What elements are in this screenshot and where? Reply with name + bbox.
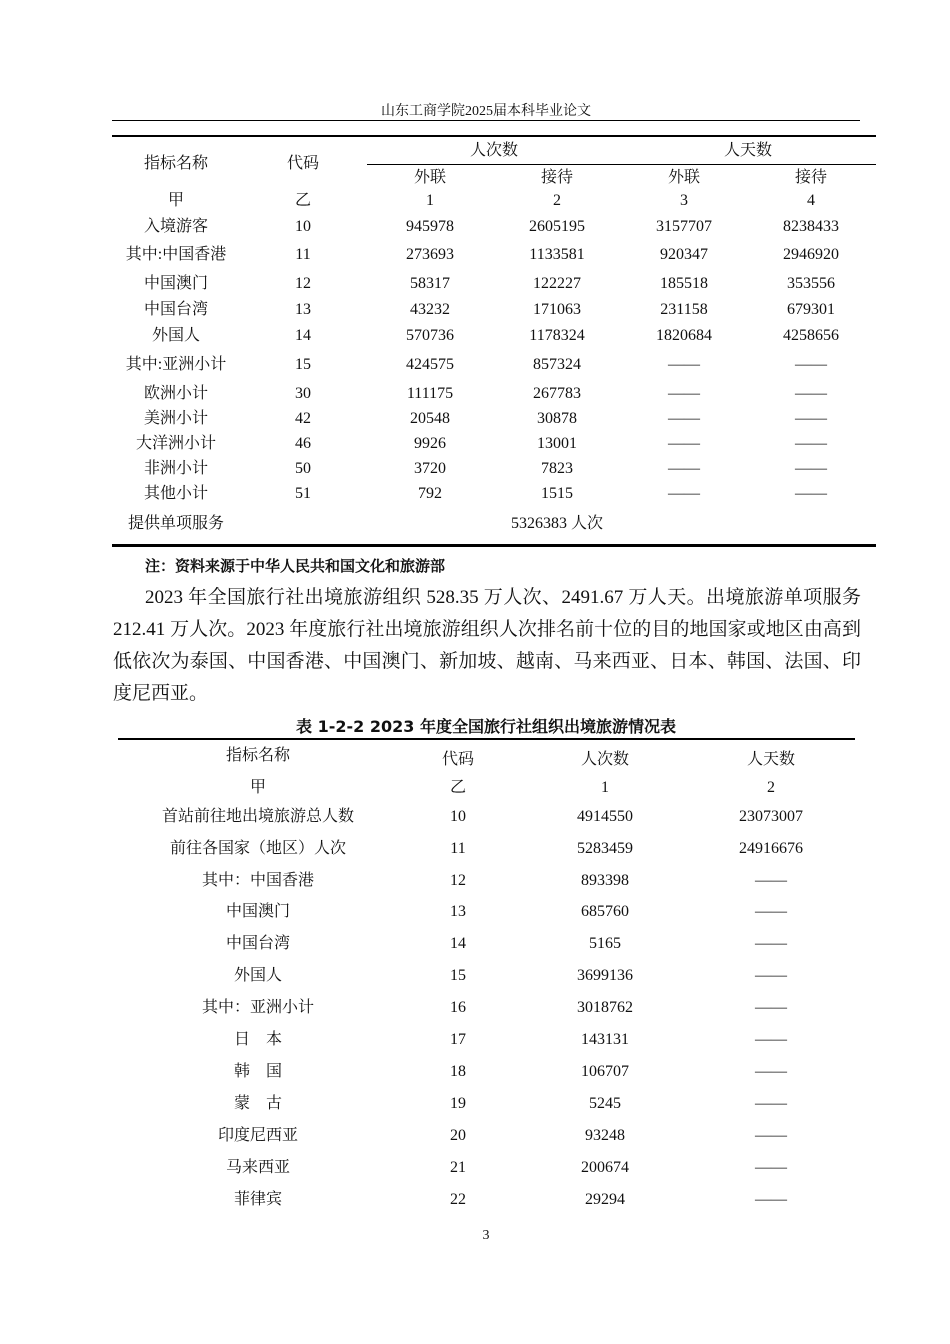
table-cell: 其中：亚洲小计: [201, 999, 315, 1016]
table-cell: 乙: [294, 192, 312, 209]
table-cell: 5245: [589, 1095, 621, 1112]
table-cell: 20: [450, 1127, 466, 1144]
table-caption: 表 1-2-2 2023 年度全国旅行社组织出境旅游情况表: [296, 717, 676, 736]
table-cell: 171063: [533, 301, 581, 318]
table-cell: 马来西亚: [225, 1159, 291, 1176]
table-cell: 1820684: [656, 327, 712, 344]
table-cell: 4258656: [783, 327, 839, 344]
table-cell: ——: [755, 1159, 787, 1176]
table-cell: ——: [755, 872, 787, 889]
table-cell: ——: [668, 485, 700, 502]
table-cell: 1: [426, 192, 434, 209]
table-cell: 267783: [533, 385, 581, 402]
table-cell: 185518: [660, 275, 708, 292]
table-cell: 58317: [410, 275, 450, 292]
table-cell: 30: [295, 385, 311, 402]
column-header-name: 指标名称: [225, 747, 291, 764]
table-cell: ——: [668, 460, 700, 477]
table-cell: 42: [295, 410, 311, 427]
table-cell: ——: [668, 410, 700, 427]
table-cell: 其中:亚洲小计: [125, 356, 227, 373]
table-cell: 231158: [660, 301, 708, 318]
table-cell: ——: [795, 410, 827, 427]
table-cell: ——: [668, 385, 700, 402]
column-header-sub: 外联: [413, 169, 447, 186]
table-cell: 其中：中国香港: [201, 872, 315, 889]
table-cell: 46: [295, 435, 311, 452]
table-cell: 13001: [537, 435, 577, 452]
header-sub-rule: [367, 164, 876, 165]
column-header-days: 人天数: [746, 751, 796, 768]
table-cell: 93248: [585, 1127, 625, 1144]
table-cell: ——: [795, 385, 827, 402]
table-cell: 入境游客: [143, 218, 209, 235]
table-cell: 111175: [406, 385, 454, 402]
column-group-days: 人天数: [723, 142, 773, 159]
table-cell: 17: [450, 1031, 466, 1048]
table-cell: 甲: [249, 779, 267, 796]
header-rule: [112, 120, 860, 121]
running-header: 山东工商学院2025届本科毕业论文: [381, 104, 591, 119]
table-cell: 792: [418, 485, 442, 502]
service-value: 5326383 人次: [510, 515, 604, 532]
table-cell: 4914550: [577, 808, 633, 825]
page-number: 3: [482, 1228, 490, 1243]
table-cell: 欧洲小计: [143, 385, 209, 402]
table-cell: 22: [450, 1191, 466, 1208]
table-cell: 9926: [414, 435, 446, 452]
table-cell: ——: [795, 356, 827, 373]
table-cell: 424575: [406, 356, 454, 373]
column-group-visits: 人次数: [469, 142, 519, 159]
table-cell: ——: [755, 999, 787, 1016]
table-cell: ——: [668, 435, 700, 452]
table-cell: 8238433: [783, 218, 839, 235]
body-paragraph: 2023 年全国旅行社出境旅游组织 528.35 万人次、2491.67 万人天。出境旅游单项服务 212.41 万人次。2023 年度旅行社出境旅游组织人次排名前十位的目的地国家或地区由高到低依次为泰国、中国香港、中国澳门、新加坡、越南、马来西亚、日本、韩国、法国、印度尼西亚。: [113, 587, 861, 704]
table-cell: 日 本: [233, 1031, 283, 1048]
table-cell: 外国人: [233, 967, 283, 984]
table-bottom-rule: [112, 544, 876, 547]
table-cell: 13: [295, 301, 311, 318]
table-cell: ——: [755, 1127, 787, 1144]
table-cell: ——: [755, 1063, 787, 1080]
table-cell: 10: [295, 218, 311, 235]
table-cell: 945978: [406, 218, 454, 235]
table-cell: 685760: [581, 903, 629, 920]
column-header-code: 代码: [286, 155, 320, 172]
table-cell: 中国台湾: [143, 301, 209, 318]
table-cell: 外国人: [151, 327, 201, 344]
column-header-sub: 外联: [667, 169, 701, 186]
table-cell: 2946920: [783, 246, 839, 263]
table-cell: 蒙 古: [233, 1095, 283, 1112]
source-note: 注：资料来源于中华人民共和国文化和旅游部: [145, 557, 446, 575]
table-cell: ——: [795, 435, 827, 452]
table-cell: 679301: [787, 301, 835, 318]
table-cell: ——: [755, 1031, 787, 1048]
table-cell: 21: [450, 1159, 466, 1176]
table-cell: 中国澳门: [143, 275, 209, 292]
service-label: 提供单项服务: [127, 515, 225, 532]
table-cell: 13: [450, 903, 466, 920]
table-cell: 2: [553, 192, 561, 209]
table-cell: 甲: [167, 192, 185, 209]
table-cell: ——: [755, 967, 787, 984]
column-header-visits: 人次数: [580, 751, 630, 768]
table-cell: ——: [795, 485, 827, 502]
table-cell: 29294: [585, 1191, 625, 1208]
table-cell: ——: [755, 903, 787, 920]
table-cell: 570736: [406, 327, 454, 344]
table-cell: ——: [755, 935, 787, 952]
table-cell: 15: [450, 967, 466, 984]
table-cell: 18: [450, 1063, 466, 1080]
table-cell: 3157707: [656, 218, 712, 235]
table-cell: 3018762: [577, 999, 633, 1016]
table-top-rule: [118, 738, 855, 740]
table-cell: 5283459: [577, 840, 633, 857]
table-cell: 30878: [537, 410, 577, 427]
table-cell: 122227: [533, 275, 581, 292]
column-header-code: 代码: [441, 751, 475, 768]
table-cell: 12: [450, 872, 466, 889]
table-cell: 5165: [589, 935, 621, 952]
column-header-name: 指标名称: [143, 155, 209, 172]
table-cell: 其他小计: [143, 485, 209, 502]
table-cell: 143131: [581, 1031, 629, 1048]
table-cell: ——: [755, 1191, 787, 1208]
table-cell: 中国台湾: [225, 935, 291, 952]
table-cell: 印度尼西亚: [217, 1127, 299, 1144]
table-cell: 12: [295, 275, 311, 292]
table-cell: 50: [295, 460, 311, 477]
table-cell: 其中:中国香港: [125, 246, 227, 263]
table-cell: 14: [295, 327, 311, 344]
table-cell: 16: [450, 999, 466, 1016]
table-cell: 15: [295, 356, 311, 373]
table-cell: ——: [668, 356, 700, 373]
table-cell: 24916676: [739, 840, 803, 857]
column-header-sub: 接待: [794, 169, 828, 186]
table-top-rule: [112, 135, 876, 137]
table-cell: 7823: [541, 460, 573, 477]
table-cell: 14: [450, 935, 466, 952]
table-cell: 乙: [449, 779, 467, 796]
table-cell: 920347: [660, 246, 708, 263]
table-cell: 2: [767, 779, 775, 796]
table-cell: 前往各国家（地区）人次: [169, 840, 347, 857]
table-cell: 353556: [787, 275, 835, 292]
table-cell: ——: [795, 460, 827, 477]
table-cell: 19: [450, 1095, 466, 1112]
table-cell: 韩 国: [233, 1063, 283, 1080]
table-cell: 273693: [406, 246, 454, 263]
table-cell: 非洲小计: [143, 460, 209, 477]
table-cell: 1: [601, 779, 609, 796]
table-cell: 11: [450, 840, 466, 857]
table-cell: 4: [807, 192, 815, 209]
table-cell: 23073007: [739, 808, 803, 825]
table-cell: 1178324: [529, 327, 585, 344]
table-cell: 3699136: [577, 967, 633, 984]
table-cell: 200674: [581, 1159, 629, 1176]
column-header-sub: 接待: [540, 169, 574, 186]
table-cell: 1515: [541, 485, 573, 502]
table-cell: 857324: [533, 356, 581, 373]
table-cell: 美洲小计: [143, 410, 209, 427]
table-cell: 43232: [410, 301, 450, 318]
table-cell: 106707: [581, 1063, 629, 1080]
table-cell: 首站前往地出境旅游总人数: [161, 808, 355, 825]
table-cell: ——: [755, 1095, 787, 1112]
table-cell: 2605195: [529, 218, 585, 235]
table-cell: 菲律宾: [233, 1191, 283, 1208]
table-cell: 20548: [410, 410, 450, 427]
table-cell: 1133581: [529, 246, 585, 263]
table-cell: 893398: [581, 872, 629, 889]
table-cell: 中国澳门: [225, 903, 291, 920]
table-cell: 11: [295, 246, 311, 263]
table-cell: 51: [295, 485, 311, 502]
table-cell: 10: [450, 808, 466, 825]
table-cell: 大洋洲小计: [135, 435, 217, 452]
table-cell: 3: [680, 192, 688, 209]
table-cell: 3720: [414, 460, 446, 477]
